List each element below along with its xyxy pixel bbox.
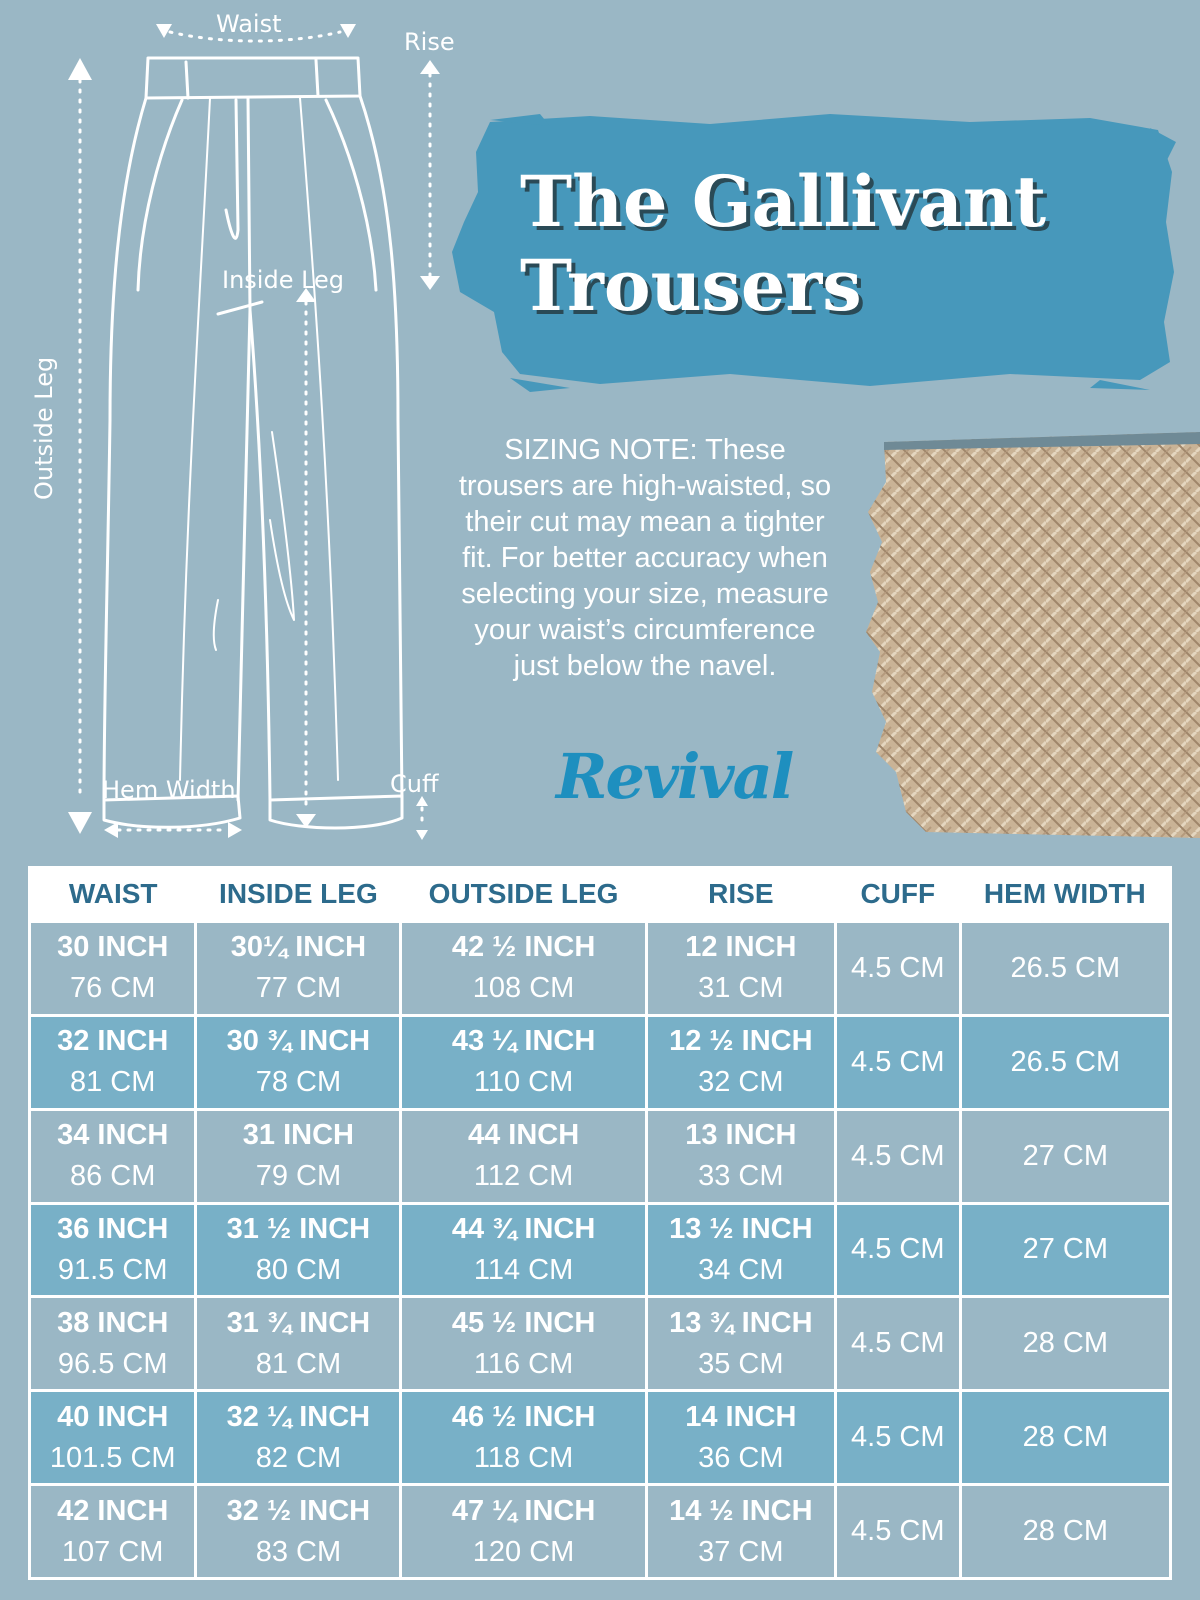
cm-value: 81 CM xyxy=(255,1347,342,1380)
inch-value: 14 INCH xyxy=(685,1400,797,1433)
rise-cell xyxy=(646,1391,835,1485)
outside-leg-label: Outside Leg xyxy=(30,356,58,500)
inside-leg-cell xyxy=(196,1391,401,1485)
inch-value: 30¼ INCH xyxy=(230,931,367,964)
cm-value: 76 CM xyxy=(69,972,156,1005)
hem-width-cell: 27 CM xyxy=(960,1203,1170,1297)
table-row xyxy=(30,922,1171,1016)
cuff-cell: 4.5 CM xyxy=(835,1109,960,1203)
hem-width-cell: 26.5 CM xyxy=(960,922,1170,1016)
hem-width-cell: 28 CM xyxy=(960,1391,1170,1485)
waist-cell xyxy=(30,1297,196,1391)
cm-value: 78 CM xyxy=(255,1066,342,1099)
outside-leg-cell xyxy=(401,1109,646,1203)
cm-value: 114 CM xyxy=(473,1253,574,1286)
cm-value: 118 CM xyxy=(473,1441,574,1474)
waist-cell xyxy=(30,922,196,1016)
table-row xyxy=(30,1109,1171,1203)
waist-label: Waist xyxy=(216,10,282,38)
inch-value: 31 ¾ INCH xyxy=(226,1306,371,1339)
cm-value: 34 CM xyxy=(698,1253,784,1286)
cm-value: 79 CM xyxy=(255,1160,342,1193)
trousers-line-drawing-icon xyxy=(0,0,460,860)
title-line-1: The Gallivant xyxy=(520,160,1047,243)
inch-value: 46 ½ INCH xyxy=(451,1400,596,1433)
outside-leg-cell xyxy=(401,1203,646,1297)
sizing-note: SIZING NOTE: These trousers are high-waisted, so their cut may mean a tighter fit. For better accuracy when selecting your size, measure your waist’s circumference just below the navel. xyxy=(458,434,832,682)
inch-value: 40 INCH xyxy=(57,1400,169,1433)
inch-value: 31 INCH xyxy=(242,1119,354,1152)
inside-leg-cell xyxy=(196,922,401,1016)
rise-cell xyxy=(646,1109,835,1203)
header-hem-width: HEM WIDTH xyxy=(960,867,1170,922)
hem-width-cell: 26.5 CM xyxy=(960,1015,1170,1109)
inch-value: 45 ½ INCH xyxy=(451,1306,596,1339)
cuff-cell: 4.5 CM xyxy=(835,1391,960,1485)
cm-value: 82 CM xyxy=(255,1441,342,1474)
tweed-fabric-swatch-icon xyxy=(866,432,1200,838)
waist-cell xyxy=(30,1109,196,1203)
cm-value: 31 CM xyxy=(698,972,784,1005)
inside-leg-cell xyxy=(196,1203,401,1297)
cm-value: 35 CM xyxy=(698,1347,784,1380)
inch-value: 32 ¼ INCH xyxy=(226,1400,371,1433)
rise-cell xyxy=(646,1297,835,1391)
inch-value: 12 ½ INCH xyxy=(669,1025,813,1058)
inside-leg-cell xyxy=(196,1297,401,1391)
table-row xyxy=(30,1391,1171,1485)
hem-width-cell: 28 CM xyxy=(960,1485,1170,1579)
inch-value: 47 ¼ INCH xyxy=(451,1494,596,1527)
cm-value: 81 CM xyxy=(69,1066,156,1099)
cm-value: 83 CM xyxy=(255,1535,342,1568)
rise-cell xyxy=(646,1485,835,1579)
table-row xyxy=(30,1297,1171,1391)
trousers-diagram xyxy=(0,0,460,860)
inch-value: 44 ¾ INCH xyxy=(451,1212,596,1245)
cm-value: 110 CM xyxy=(473,1066,574,1099)
cm-value: 91.5 CM xyxy=(57,1253,168,1286)
outside-leg-cell xyxy=(401,1391,646,1485)
cm-value: 86 CM xyxy=(69,1160,156,1193)
inside-leg-cell xyxy=(196,1485,401,1579)
hem-width-cell: 28 CM xyxy=(960,1297,1170,1391)
cuff-cell: 4.5 CM xyxy=(835,922,960,1016)
inch-value: 42 INCH xyxy=(57,1494,169,1527)
inch-value: 43 ¼ INCH xyxy=(451,1025,596,1058)
inch-value: 12 INCH xyxy=(685,931,797,964)
rise-cell xyxy=(646,1203,835,1297)
inch-value: 31 ½ INCH xyxy=(226,1212,371,1245)
cm-value: 112 CM xyxy=(473,1160,574,1193)
table-row xyxy=(30,1485,1171,1579)
cm-value: 33 CM xyxy=(698,1160,784,1193)
cm-value: 36 CM xyxy=(698,1441,784,1474)
inch-value: 34 INCH xyxy=(57,1119,169,1152)
inch-value: 36 INCH xyxy=(57,1212,169,1245)
header-cuff: CUFF xyxy=(835,867,960,922)
table-row xyxy=(30,1015,1171,1109)
inch-value: 30 INCH xyxy=(57,931,169,964)
waist-cell xyxy=(30,1485,196,1579)
cm-value: 108 CM xyxy=(472,972,575,1005)
table-header-row xyxy=(30,867,1171,922)
cm-value: 107 CM xyxy=(61,1535,164,1568)
header-waist: WAIST xyxy=(30,867,196,922)
inside-leg-label: Inside Leg xyxy=(222,266,345,294)
cm-value: 96.5 CM xyxy=(57,1347,168,1380)
page-title xyxy=(520,160,1046,328)
cuff-label: Cuff xyxy=(390,770,439,798)
title-line-2: Trousers xyxy=(520,244,862,327)
outside-leg-cell xyxy=(401,1297,646,1391)
size-chart-table xyxy=(28,866,1172,1580)
table-row xyxy=(30,1203,1171,1297)
inch-value: 32 ½ INCH xyxy=(226,1494,371,1527)
cm-value: 101.5 CM xyxy=(49,1441,176,1474)
cm-value: 80 CM xyxy=(255,1253,342,1286)
inch-value: 32 INCH xyxy=(57,1025,169,1058)
header-inside-leg: INSIDE LEG xyxy=(196,867,401,922)
cm-value: 120 CM xyxy=(472,1535,575,1568)
outside-leg-cell xyxy=(401,1015,646,1109)
hem-width-label: Hem Width xyxy=(102,776,236,804)
inch-value: 38 INCH xyxy=(57,1306,169,1339)
header-outside-leg: OUTSIDE LEG xyxy=(401,867,646,922)
inch-value: 14 ½ INCH xyxy=(669,1494,813,1527)
inch-value: 13 ¾ INCH xyxy=(669,1306,813,1339)
rise-cell xyxy=(646,922,835,1016)
rise-label: Rise xyxy=(404,28,455,56)
cuff-cell: 4.5 CM xyxy=(835,1203,960,1297)
brand-logo: Revival xyxy=(556,740,793,813)
waist-cell xyxy=(30,1203,196,1297)
inch-value: 30 ¾ INCH xyxy=(226,1025,371,1058)
cm-value: 37 CM xyxy=(698,1535,784,1568)
outside-leg-cell xyxy=(401,922,646,1016)
rise-cell xyxy=(646,1015,835,1109)
cuff-cell: 4.5 CM xyxy=(835,1485,960,1579)
cm-value: 77 CM xyxy=(255,972,342,1005)
cuff-cell: 4.5 CM xyxy=(835,1297,960,1391)
inch-value: 44 INCH xyxy=(467,1119,580,1152)
cm-value: 116 CM xyxy=(473,1347,574,1380)
header-rise: RISE xyxy=(646,867,835,922)
outside-leg-cell xyxy=(401,1485,646,1579)
inside-leg-cell xyxy=(196,1015,401,1109)
inch-value: 13 INCH xyxy=(685,1119,797,1152)
hem-width-cell: 27 CM xyxy=(960,1109,1170,1203)
inside-leg-cell xyxy=(196,1109,401,1203)
cm-value: 32 CM xyxy=(698,1066,784,1099)
inch-value: 42 ½ INCH xyxy=(451,931,596,964)
inch-value: 13 ½ INCH xyxy=(669,1212,813,1245)
waist-cell xyxy=(30,1391,196,1485)
waist-cell xyxy=(30,1015,196,1109)
cuff-cell: 4.5 CM xyxy=(835,1015,960,1109)
